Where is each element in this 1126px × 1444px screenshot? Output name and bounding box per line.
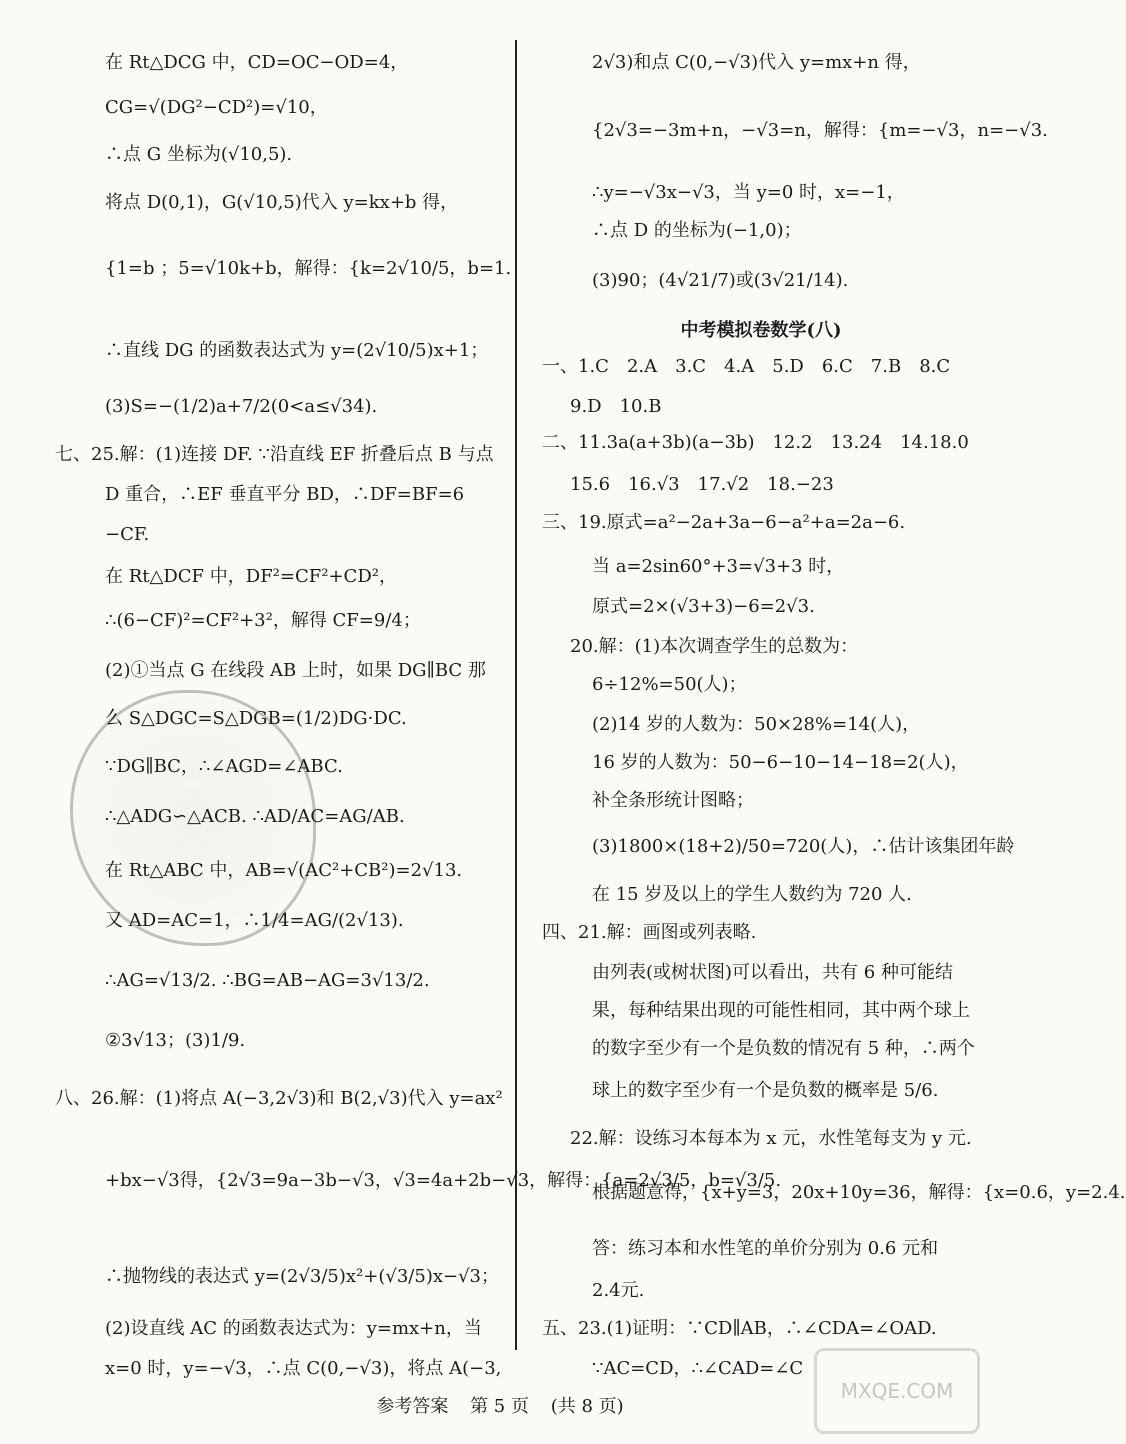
text-line: 根据题意得，{x+y=3，20x+10y=36，解得：{x=0.6，y=2.4. — [592, 1182, 1126, 1203]
text-line: ∴直线 DG 的函数表达式为 y=(2√10/5)x+1； — [105, 340, 489, 361]
text-line: 果，每种结果出现的可能性相同，其中两个球上 — [592, 1000, 970, 1021]
text-line: x=0 时，y=−√3，∴点 C(0,−√3)，将点 A(−3, — [105, 1358, 502, 1379]
text-line: ∵DG∥BC，∴∠AGD=∠ABC. — [105, 756, 343, 777]
text-line: 当 a=2sin60°+3=√3+3 时， — [592, 556, 845, 577]
text-line: {1=b ；5=√10k+b，解得：{k=2√10/5，b=1. — [105, 258, 512, 279]
text-line: 9.D 10.B — [570, 396, 662, 417]
text-line: 在 Rt△DCF 中，DF²=CF²+CD²， — [105, 566, 397, 587]
text-line: 的数字至少有一个是负数的情况有 5 种，∴两个 — [592, 1038, 975, 1059]
text-line: ∴抛物线的表达式 y=(2√3/5)x²+(√3/5)x−√3； — [105, 1266, 499, 1287]
text-line: CG=√(DG²−CD²)=√10， — [105, 97, 328, 118]
text-line: 20.解：(1)本次调查学生的总数为： — [570, 636, 859, 657]
text-line: (3)S=−(1/2)a+7/2(0<a≤√34). — [105, 396, 378, 417]
text-line: ∴y=−√3x−√3，当 y=0 时，x=−1， — [592, 182, 905, 203]
text-line: 补全条形统计图略； — [592, 790, 754, 811]
text-line: ∴(6−CF)²=CF²+3²，解得 CF=9/4； — [105, 610, 421, 631]
text-line: 6÷12%=50(人)； — [592, 674, 747, 695]
text-line: 将点 D(0,1)，G(√10,5)代入 y=kx+b 得， — [105, 192, 459, 213]
text-line: D 重合，∴EF 垂直平分 BD，∴DF=BF=6 — [105, 484, 465, 505]
text-line: ∴△ADG∽△ACB. ∴AD/AC=AG/AB. — [105, 806, 405, 827]
text-line: 2.4元. — [592, 1280, 645, 1301]
text-line: 四、21.解：画图或列表略. — [542, 922, 757, 943]
section-title: 中考模拟卷数学(八) — [680, 320, 842, 341]
footer-label: 参考答案 — [376, 1396, 449, 1417]
text-line: ∵AC=CD，∴∠CAD=∠C — [592, 1358, 804, 1379]
text-line: ∴AG=√13/2. ∴BG=AB−AG=3√13/2. — [105, 970, 430, 991]
text-line: (3)1800×(18+2)/50=720(人)，∴估计该集团年龄 — [592, 836, 1015, 857]
text-line: 答：练习本和水性笔的单价分别为 0.6 元和 — [592, 1238, 939, 1259]
text-line: 在 15 岁及以上的学生人数约为 720 人. — [592, 884, 912, 905]
text-line: 又 AD=AC=1，∴1/4=AG/(2√13). — [105, 910, 404, 931]
footer-page: 第 5 页 — [470, 1396, 529, 1417]
text-line: ∴点 D 的坐标为(−1,0)； — [592, 220, 802, 241]
text-line: 一、1.C 2.A 3.C 4.A 5.D 6.C 7.B 8.C — [542, 356, 951, 377]
column-divider — [515, 40, 517, 1350]
text-line: 三、19.原式=a²−2a+3a−6−a²+a=2a−6. — [542, 512, 906, 533]
text-line: 么 S△DGC=S△DGB=(1/2)DG·DC. — [105, 708, 407, 729]
text-line: 15.6 16.√3 17.√2 18.−23 — [570, 474, 834, 495]
text-line: 16 岁的人数为：50−6−10−14−18=2(人)， — [592, 752, 969, 773]
text-line: (2)①当点 G 在线段 AB 上时，如果 DG∥BC 那 — [105, 660, 486, 681]
text-line: ∴点 G 坐标为(√10,5). — [105, 144, 293, 165]
text-line: (2)14 岁的人数为：50×28%=14(人)， — [592, 714, 921, 735]
watermark-logo: MXQE.COM — [814, 1348, 980, 1434]
text-line: 球上的数字至少有一个是负数的概率是 5/6. — [592, 1080, 939, 1101]
text-line: 在 Rt△ABC 中，AB=√(AC²+CB²)=2√13. — [105, 860, 463, 881]
text-line: (2)设直线 AC 的函数表达式为：y=mx+n，当 — [105, 1318, 482, 1339]
text-line: 在 Rt△DCG 中，CD=OC−OD=4， — [105, 52, 409, 73]
text-line: 五、23.(1)证明：∵CD∥AB，∴∠CDA=∠OAD. — [542, 1318, 937, 1339]
text-line: 二、11.3a(a+3b)(a−3b) 12.2 13.24 14.18.0 — [542, 432, 969, 453]
text-line: 由列表(或树状图)可以看出，共有 6 种可能结 — [592, 962, 953, 983]
text-line: +bx−√3得，{2√3=9a−3b−√3，√3=4a+2b−√3，解得：{a=2√3/5，b=√3/5. — [105, 1170, 782, 1191]
text-line: {2√3=−3m+n，−√3=n，解得：{m=−√3，n=−√3. — [592, 120, 1048, 141]
text-line: 八、26.解：(1)将点 A(−3,2√3)和 B(2,√3)代入 y=ax² — [55, 1088, 503, 1109]
text-line: 原式=2×(√3+3)−6=2√3. — [592, 596, 815, 617]
text-line: −CF. — [105, 524, 150, 545]
text-line: 2√3)和点 C(0,−√3)代入 y=mx+n 得， — [592, 52, 921, 73]
text-line: (3)90；(4√21/7)或(3√21/14). — [592, 270, 849, 291]
text-line: 七、25.解：(1)连接 DF. ∵沿直线 EF 折叠后点 B 与点 — [55, 444, 494, 465]
text-line: ②3√13；(3)1/9. — [105, 1030, 246, 1051]
footer-total: (共 8 页) — [550, 1396, 624, 1417]
text-line: 22.解：设练习本每本为 x 元，水性笔每支为 y 元. — [570, 1128, 972, 1149]
